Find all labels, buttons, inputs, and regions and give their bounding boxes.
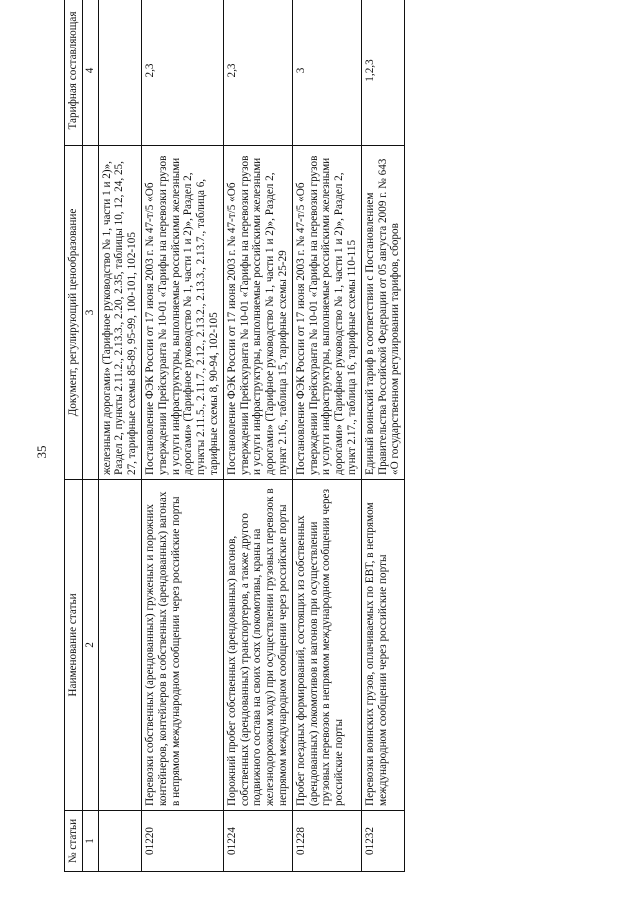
pricing-document: Постановление ФЭК России от 17 июня 2003 г. № 47-т/5 «Об утверждении Прейскуранта № 10-01 «Тарифы на перевозки грузов и услуги инфраструктуры, выполняемые российскими железными дорогами» (Тарифное руководство № 1, части 1 и 2)», Раздел 2, пункт 2.16., таблица 15, тарифные схемы 25-29 [223, 146, 292, 480]
tariff-table [64, 0, 405, 872]
table-header-row [65, 0, 83, 872]
article-name: Перевозки воинских грузов, оплачиваемых по ЕВТ, в непрямом международном сообщении через российские порты [361, 480, 404, 811]
table-row [223, 0, 292, 872]
tariff-component: 2,3 [141, 0, 223, 146]
column-index: 2 [82, 480, 98, 811]
table-row [361, 0, 404, 872]
column-index-row [82, 0, 98, 872]
article-name [98, 480, 141, 811]
header-tariff-component: Тарифная составляющая [65, 0, 83, 146]
tariff-component: 2,3 [223, 0, 292, 146]
article-code [98, 811, 141, 872]
table-row [292, 0, 361, 872]
column-index: 1 [82, 811, 98, 872]
article-name: Перевозки собственных (арендованных) груженых и порожних контейнеров, контейлеров в собственных (арендованных) вагонах в непрямом международном сообщении через российские порты [141, 480, 223, 811]
article-code: 01228 [292, 811, 361, 872]
article-name: Пробег поездных формирований, состоящих из собственных (арендованных) локомотивов и вагонов при осуществлении грузовых перевозок в непрямом международном сообщении через российские порты [292, 480, 361, 811]
pricing-document: железными дорогами» (Тарифное руководство № 1, части 1 и 2)», Раздел 2, пункты 2.11.2., 2.13.3., 2.20, 2.35, таблицы 10, 12, 24, 25, 27, тарифные схемы 85-89, 95-99, 100-101, 102-105 [98, 146, 141, 480]
column-index: 4 [82, 0, 98, 146]
rotated-table-container [64, 11, 576, 872]
table-row [141, 0, 223, 872]
header-article-number: № статьи [65, 811, 83, 872]
article-code: 01220 [141, 811, 223, 872]
pricing-document: Единый воинский тариф в соответствии с Постановлением Правительства Российской Федерации от 05 августа 2009 г. № 643 «О государственном регулировании тарифов, сборов [361, 146, 404, 480]
pricing-document: Постановление ФЭК России от 17 июня 2003 г. № 47-т/5 «Об утверждении Прейскуранта № 10-01 «Тарифы на перевозки грузов и услуги инфраструктуры, выполняемые российскими железными дорогами» (Тарифное руководство № 1, части 1 и 2)», Раздел 2, пункты 2.11.5., 2.11.7., 2.12., 2.13.2., 2.13.3., 2.13.7., таблица 6, тарифные схемы 8, 90-94, 102-105 [141, 146, 223, 480]
header-article-name: Наименование статьи [65, 480, 83, 811]
tariff-component: 3 [292, 0, 361, 146]
article-name: Порожний пробег собственных (арендованных) вагонов, собственных (арендованных) транспортеров, а также другого подвижного состава на своих осях (локомотивы, краны на железнодорожном ходу) при осуществлении грузовых перевозок в непрямом международном сообщении через российские порты [223, 480, 292, 811]
tariff-component [98, 0, 141, 146]
article-code: 01232 [361, 811, 404, 872]
tariff-component: 1,2,3 [361, 0, 404, 146]
column-index: 3 [82, 146, 98, 480]
header-pricing-document: Документ, регулирующий ценообразование [65, 146, 83, 480]
article-code: 01224 [223, 811, 292, 872]
pricing-document: Постановление ФЭК России от 17 июня 2003 г. № 47-т/5 «Об утверждении Прейскуранта № 10-01 «Тарифы на перевозки грузов и услуги инфраструктуры, выполняемые российскими железными дорогами» (Тарифное руководство № 1, части 1 и 2)», Раздел 2, пункт 2.17., таблица 16, тарифные схемы 110-115 [292, 146, 361, 480]
page-number: 35 [34, 445, 49, 459]
table-row [98, 0, 141, 872]
